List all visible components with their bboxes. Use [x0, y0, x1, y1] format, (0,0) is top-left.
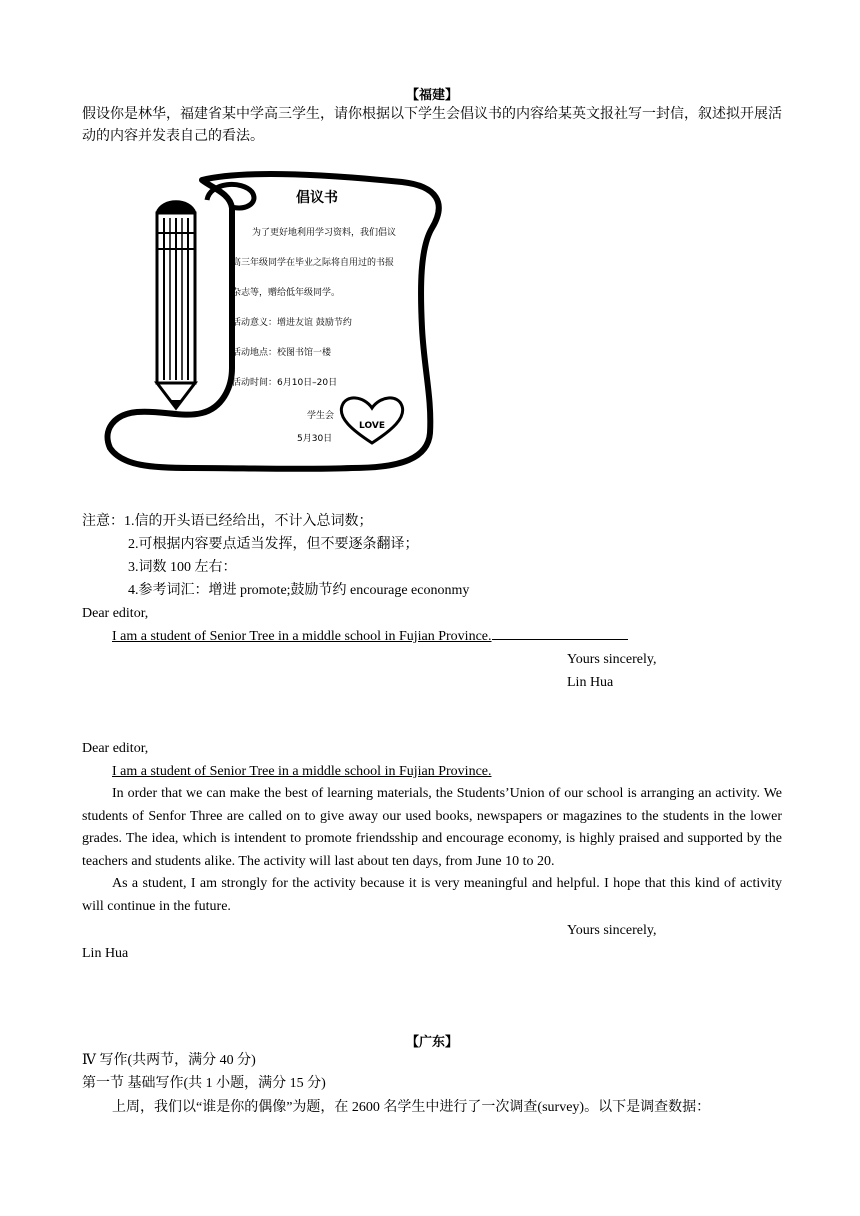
poster-title: 倡议书: [296, 190, 338, 206]
guangdong-intro: 上周，我们以“谁是你的偶像”为题，在 2600 名学生中进行了一次调查(survey)。以下是调查数据：: [112, 1100, 711, 1115]
sample-paragraph-2: As a student, I am strongly for the activity because it is very meaningful and helpful. I hope that this kind of activity will continue in the future.: [82, 876, 782, 914]
notes-item-1: 1.信的开头语已经给出，不计入总词数；: [124, 514, 373, 529]
sample-paragraph-1: In order that we can make the best of learning materials, the Students’Union of our school is arranging an activity. We students of Senfor Three are called on to give away our used books, newspapers or magazines to the students in the lower grades. The idea, which is intendent to promote friendsship and encourage economy, is highly praised and supported by the teachers and students alike. The activity will last about ten days, from June 10 to 20.: [82, 786, 782, 869]
notes-item-2: 2.可根据内容要点适当发挥，但不要逐条翻译；: [128, 537, 419, 552]
fujian-heading: 【福建】: [405, 88, 458, 103]
poster-line-3: 杂志等，赠给低年级同学。: [232, 288, 341, 298]
notes-item-4: 4.参考词汇：增进 promote;鼓励节约 encourage econonmy: [128, 583, 470, 598]
poster-sign: 学生会: [307, 411, 335, 421]
fujian-prompt: 假设你是林华，福建省某中学高三学生，请你根据以下学生会倡议书的内容给某英文报社写一封信，叙述拟开展活动的内容并发表自己的看法。: [82, 107, 782, 144]
template-closing: Yours sincerely,: [567, 652, 657, 667]
poster-date: 5月30日: [297, 434, 333, 444]
poster-line-2: 高三年级同学在毕业之际将自用过的书报: [232, 258, 395, 268]
notes: [82, 510, 782, 602]
template-salutation: Dear editor,: [82, 606, 149, 621]
template-first-line: I am a student of Senior Tree in a middle school in Fujian Province.: [112, 629, 492, 644]
sample-letter: [82, 737, 782, 965]
proposal-poster: [102, 168, 452, 478]
sample-signature: Lin Hua: [82, 945, 129, 961]
poster-line-4: 活动意义：增进友谊 鼓励节约: [232, 318, 352, 328]
poster-line-5: 活动地点：校图书馆一楼: [232, 348, 332, 358]
guangdong-heading: 【广东】: [405, 1035, 458, 1050]
poster-line-1: 为了更好地利用学习资料，我们倡议: [252, 228, 397, 238]
writing-blank-line: [492, 625, 628, 640]
poster-line-6: 活动时间：6月10日–20日: [232, 378, 338, 388]
heart-label: LOVE: [359, 421, 385, 431]
sample-closing: Yours sincerely,: [567, 922, 657, 938]
template-signature: Lin Hua: [567, 675, 614, 690]
letter-template: [82, 602, 782, 694]
sample-salutation: Dear editor,: [82, 741, 149, 756]
guangdong-section: Ⅳ 写作(共两节，满分 40 分): [82, 1053, 256, 1068]
sample-first-line: I am a student of Senior Tree in a middle school in Fujian Province.: [112, 764, 492, 779]
notes-item-3: 3.词数 100 左右：: [128, 560, 237, 575]
guangdong-subsection: 第一节 基础写作(共 1 小题，满分 15 分): [82, 1076, 326, 1091]
notes-label: 注意：: [82, 514, 124, 529]
